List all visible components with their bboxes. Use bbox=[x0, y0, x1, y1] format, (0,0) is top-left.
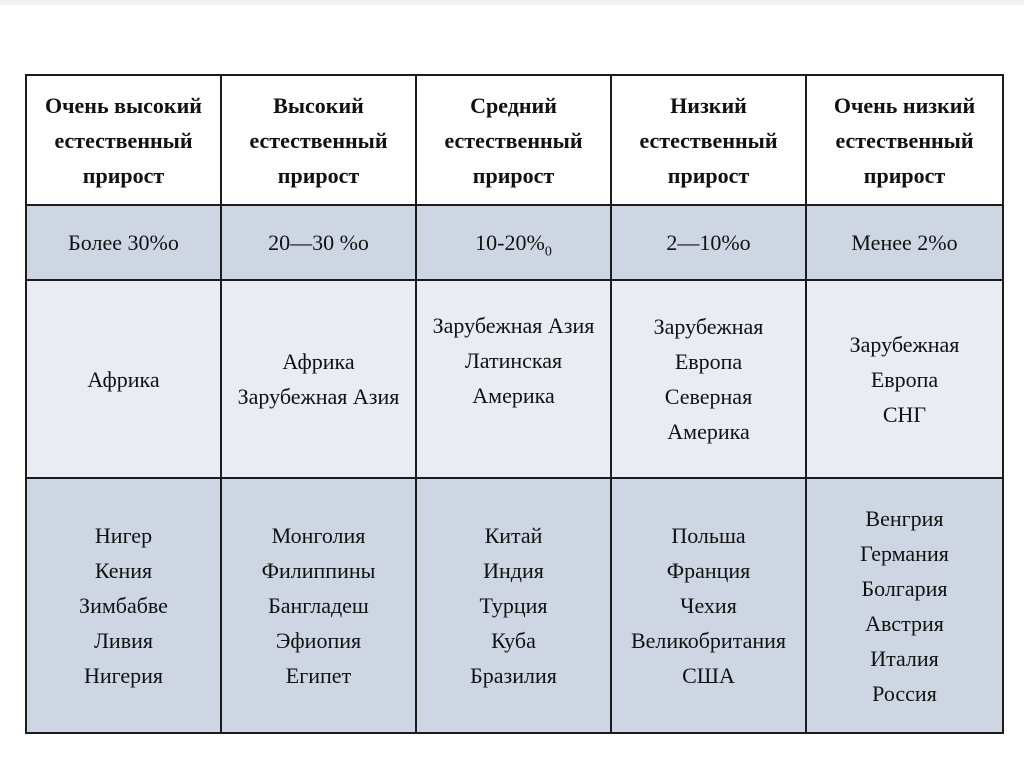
header-line: естественный bbox=[444, 127, 583, 153]
rate-value: 2—10%о bbox=[666, 230, 751, 255]
header-line: естественный bbox=[249, 127, 388, 153]
country-name: Австрия bbox=[865, 610, 944, 636]
country-name: США bbox=[682, 663, 735, 688]
rate-value: 10-20% bbox=[475, 230, 545, 255]
countries-cell-high bbox=[221, 478, 416, 733]
rate-cell-very-high bbox=[26, 205, 221, 280]
country-name: Бангладеш bbox=[268, 593, 369, 618]
header-line: прирост bbox=[667, 162, 750, 188]
header-cell-very-low bbox=[806, 75, 1003, 205]
country-name: Великобритания bbox=[630, 628, 787, 653]
region-line: Америка bbox=[472, 383, 555, 408]
rate-cell-low bbox=[611, 205, 806, 280]
header-line: естественный bbox=[835, 127, 974, 153]
header-cell-low bbox=[611, 75, 806, 205]
region-line: Северная bbox=[664, 384, 753, 409]
region-line: Зарубежная bbox=[849, 331, 960, 357]
country-name: Китай bbox=[484, 523, 543, 548]
region-line: Европа bbox=[674, 349, 743, 374]
header-line: прирост bbox=[472, 162, 555, 188]
country-name: Филиппины bbox=[261, 558, 376, 583]
header-line: Низкий bbox=[670, 92, 747, 118]
header-cell-high bbox=[221, 75, 416, 205]
region-line: Зарубежная Азия bbox=[237, 384, 400, 409]
header-cell-very-high bbox=[26, 75, 221, 205]
countries-cell-medium bbox=[416, 478, 611, 733]
country-name: Кения bbox=[94, 558, 153, 583]
country-name: Индия bbox=[483, 558, 544, 583]
rate-value: Более 30%о bbox=[68, 230, 179, 255]
region-line: Америка bbox=[667, 419, 750, 444]
country-name: Монголия bbox=[271, 523, 366, 548]
region-cell-low bbox=[611, 280, 806, 478]
header-line: Очень высокий bbox=[45, 92, 202, 118]
region-cell-very-high bbox=[26, 280, 221, 478]
country-name: Болгария bbox=[861, 575, 948, 601]
rate-value: 20—30 %о bbox=[268, 230, 369, 255]
country-name: Бразилия bbox=[470, 663, 557, 688]
rate-cell-medium bbox=[416, 205, 611, 280]
region-line: Европа bbox=[870, 366, 939, 392]
country-name: Ливия bbox=[94, 628, 153, 653]
country-name: Польша bbox=[671, 523, 746, 548]
rate-value: Менее 2%о bbox=[851, 230, 958, 255]
country-name: Нигерия bbox=[83, 663, 164, 688]
region-line: Латинская bbox=[464, 348, 563, 373]
country-name: Эфиопия bbox=[275, 628, 362, 653]
country-name: Италия bbox=[870, 645, 939, 671]
region-cell-high bbox=[221, 280, 416, 478]
country-name: Германия bbox=[860, 540, 949, 566]
region-row bbox=[26, 280, 1003, 478]
rate-subscript: 0 bbox=[544, 244, 552, 260]
header-line: Очень низкий bbox=[833, 92, 976, 118]
header-line: Средний bbox=[470, 92, 557, 118]
natural-growth-table bbox=[25, 74, 1004, 734]
country-name: Чехия bbox=[680, 593, 737, 618]
country-name: Венгрия bbox=[865, 505, 944, 531]
country-name: Франция bbox=[666, 558, 751, 583]
country-name: Зимбабве bbox=[79, 593, 168, 618]
rate-row bbox=[26, 205, 1003, 280]
countries-cell-very-low bbox=[806, 478, 1003, 733]
header-line: естественный bbox=[54, 127, 193, 153]
region-line: Зарубежная bbox=[653, 314, 764, 339]
rate-cell-very-low bbox=[806, 205, 1003, 280]
header-line: прирост bbox=[277, 162, 360, 188]
header-line: естественный bbox=[639, 127, 778, 153]
countries-cell-very-high bbox=[26, 478, 221, 733]
region-line: СНГ bbox=[882, 401, 927, 427]
country-name: Нигер bbox=[94, 523, 153, 548]
region-line: Африка bbox=[282, 349, 355, 374]
countries-cell-low bbox=[611, 478, 806, 733]
header-line: прирост bbox=[82, 162, 165, 188]
rate-cell-high bbox=[221, 205, 416, 280]
header-line: Высокий bbox=[273, 92, 364, 118]
countries-row bbox=[26, 478, 1003, 733]
region-cell-medium bbox=[416, 280, 611, 478]
region-line: Африка bbox=[87, 366, 160, 392]
country-name: Россия bbox=[872, 680, 937, 706]
region-cell-very-low bbox=[806, 280, 1003, 478]
region-line: Зарубежная Азия bbox=[432, 313, 595, 338]
country-name: Египет bbox=[285, 663, 352, 688]
header-line: прирост bbox=[863, 162, 946, 188]
header-row bbox=[26, 75, 1003, 205]
country-name: Турция bbox=[479, 593, 548, 618]
top-divider bbox=[0, 0, 1024, 5]
country-name: Куба bbox=[491, 628, 536, 653]
header-cell-medium bbox=[416, 75, 611, 205]
